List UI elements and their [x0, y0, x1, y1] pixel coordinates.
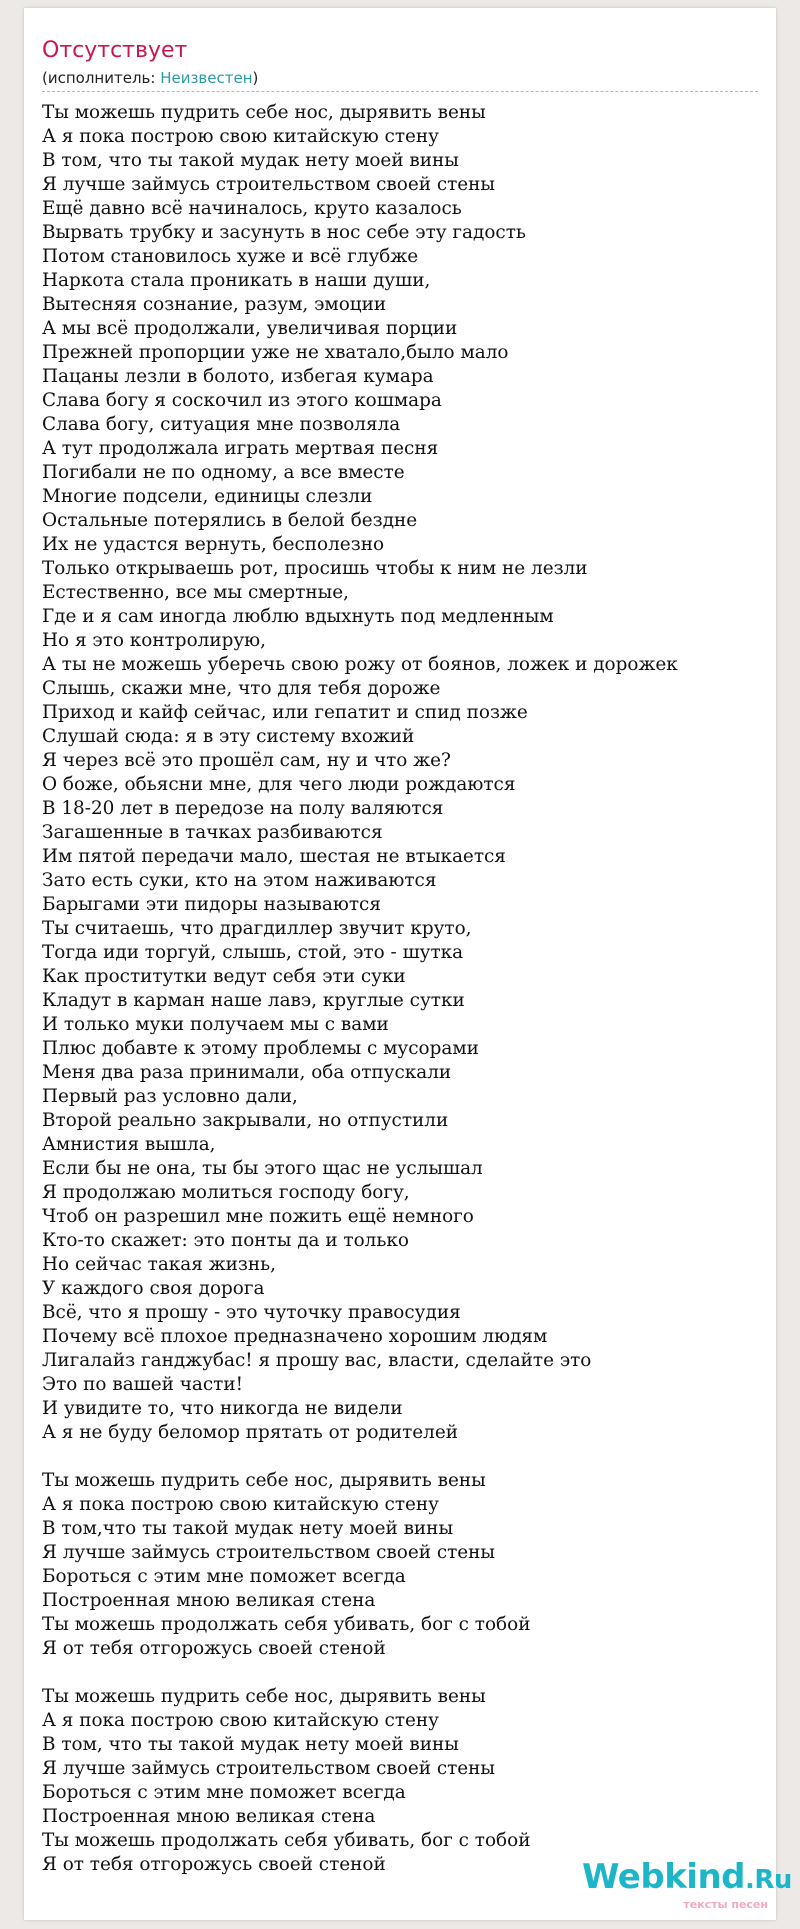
- performer-close: ): [252, 69, 259, 87]
- lyric-line: Как проститутки ведут себя эти суки: [42, 966, 406, 987]
- lyric-line: Ты можешь пудрить себе нос, дырявить вены: [42, 1686, 486, 1707]
- lyric-line: Слава богу я соскочил из этого кошмара: [42, 390, 442, 411]
- lyric-line: Второй реально закрывали, но отпустили: [42, 1110, 449, 1131]
- lyric-line: Чтоб он разрешил мне пожить ещё немного: [42, 1206, 474, 1227]
- lyric-line: Остальные потерялись в белой бездне: [42, 510, 418, 531]
- lyric-line: Лигалайз ганджубас! я прошу вас, власти, сделайте это: [42, 1350, 592, 1371]
- lyric-line: А ты не можешь уберечь свою рожу от боянов, ложек и дорожек: [42, 654, 678, 675]
- lyric-line: Им пятой передачи мало, шестая не втыкается: [42, 846, 506, 867]
- lyric-line: Зато есть суки, кто на этом наживаются: [42, 870, 437, 891]
- lyric-line: А я не буду беломор прятать от родителей: [42, 1422, 458, 1443]
- lyric-line: Построенная мною великая стена: [42, 1806, 376, 1827]
- lyric-line: Я продолжаю молиться господу богу,: [42, 1182, 410, 1203]
- lyric-line: Я от тебя отгорожусь своей стеной: [42, 1638, 386, 1659]
- lyric-line: Кладут в карман наше лавэ, круглые сутки: [42, 990, 465, 1011]
- lyric-line: Я лучше займусь строительством своей стены: [42, 174, 496, 195]
- lyric-line: Я через всё это прошёл сам, ну и что же?: [42, 750, 451, 771]
- lyric-line: Вытесняя сознание, разум, эмоции: [42, 294, 387, 315]
- lyrics-text: [42, 101, 762, 1877]
- lyric-line: Первый раз условно дали,: [42, 1086, 298, 1107]
- logo-tagline: тексты песен: [683, 1898, 768, 1911]
- lyric-line: Ты можешь продолжать себя убивать, бог с тобой: [42, 1830, 531, 1851]
- lyric-line: Слушай сюда: я в эту систему вхожий: [42, 726, 415, 747]
- lyric-line: Я лучше займусь строительством своей стены: [42, 1542, 496, 1563]
- lyric-line: Бороться с этим мне поможет всегда: [42, 1566, 406, 1587]
- lyric-line: Бороться с этим мне поможет всегда: [42, 1782, 406, 1803]
- lyric-line: И увидите то, что никогда не видели: [42, 1398, 403, 1419]
- lyric-line: Загашенные в тачках разбиваются: [42, 822, 383, 843]
- lyric-line: В том, что ты такой мудак нету моей вины: [42, 150, 459, 171]
- lyric-line: О боже, обьясни мне, для чего люди рождаются: [42, 774, 516, 795]
- lyric-line: Прежней пропорции уже не хватало,было мало: [42, 342, 509, 363]
- lyric-line: Наркота стала проникать в наши души,: [42, 270, 431, 291]
- lyric-line: Только открываешь рот, просишь чтобы к ним не лезли: [42, 558, 588, 579]
- lyric-line: Слышь, скажи мне, что для тебя дороже: [42, 678, 441, 699]
- song-title: Отсутствует: [42, 38, 188, 63]
- lyric-line: Если бы не она, ты бы этого щас не услышал: [42, 1158, 483, 1179]
- lyric-line: Тогда иди торгуй, слышь, стой, это - шутка: [42, 942, 464, 963]
- lyric-line: Плюс добавте к этому проблемы с мусорами: [42, 1038, 479, 1059]
- lyric-line: [42, 1445, 762, 1469]
- dashed-divider: [42, 91, 758, 92]
- lyric-line: Ты считаешь, что драгдиллер звучит круто,: [42, 918, 472, 939]
- lyric-line: Ты можешь пудрить себе нос, дырявить вены: [42, 102, 486, 123]
- lyric-line: Приход и кайф сейчас, или гепатит и спид позже: [42, 702, 528, 723]
- lyric-line: Ты можешь продолжать себя убивать, бог с тобой: [42, 1614, 531, 1635]
- lyric-line: Я лучше займусь строительством своей стены: [42, 1758, 496, 1779]
- logo-tld: .Ru: [745, 1865, 792, 1895]
- lyric-line: Это по вашей части!: [42, 1374, 243, 1395]
- lyric-line: Ты можешь пудрить себе нос, дырявить вены: [42, 1470, 486, 1491]
- lyric-line: А я пока построю свою китайскую стену: [42, 126, 439, 147]
- performer-link[interactable]: Неизвестен: [160, 69, 253, 87]
- performer-line: [42, 71, 258, 86]
- lyric-line: Потом становилось хуже и всё глубже: [42, 246, 419, 267]
- lyric-line: Где и я сам иногда люблю вдыхнуть под медленным: [42, 606, 554, 627]
- lyric-line: А я пока построю свою китайскую стену: [42, 1494, 439, 1515]
- lyric-line: Почему всё плохое предназначено хорошим людям: [42, 1326, 548, 1347]
- lyric-line: Я от тебя отгорожусь своей стеной: [42, 1854, 386, 1875]
- lyric-line: И только муки получаем мы с вами: [42, 1014, 389, 1035]
- lyric-line: Вырвать трубку и засунуть в нос себе эту гадость: [42, 222, 526, 243]
- lyric-line: Кто-то скажет: это понты да и только: [42, 1230, 409, 1251]
- lyric-line: Но я это контролирую,: [42, 630, 267, 651]
- lyric-line: А тут продолжала играть мертвая песня: [42, 438, 439, 459]
- lyric-line: Амнистия вышла,: [42, 1134, 216, 1155]
- lyric-line: Ещё давно всё начиналось, круто казалось: [42, 198, 462, 219]
- logo-brand-name: Webkind: [582, 1857, 745, 1897]
- lyric-line: А мы всё продолжали, увеличивая порции: [42, 318, 458, 339]
- lyric-line: Слава богу, ситуация мне позволяла: [42, 414, 401, 435]
- lyric-line: Но сейчас такая жизнь,: [42, 1254, 277, 1275]
- lyric-line: Построенная мною великая стена: [42, 1590, 376, 1611]
- webkind-logo[interactable]: [582, 1857, 792, 1911]
- lyric-line: Всё, что я прошу - это чуточку правосудия: [42, 1302, 461, 1323]
- lyric-line: В том, что ты такой мудак нету моей вины: [42, 1734, 459, 1755]
- lyric-line: Естественно, все мы смертные,: [42, 582, 350, 603]
- logo-brand: [582, 1857, 792, 1897]
- lyric-line: У каждого своя дорога: [42, 1278, 265, 1299]
- lyric-line: Меня два раза принимали, оба отпускали: [42, 1062, 452, 1083]
- lyric-line: Барыгами эти пидоры называются: [42, 894, 381, 915]
- lyric-line: Их не удастся вернуть, бесполезно: [42, 534, 385, 555]
- lyric-line: Многие подсели, единицы слезли: [42, 486, 373, 507]
- lyric-line: Пацаны лезли в болото, избегая кумара: [42, 366, 434, 387]
- lyric-line: В том,что ты такой мудак нету моей вины: [42, 1518, 454, 1539]
- lyric-line: В 18-20 лет в передозе на полу валяются: [42, 798, 444, 819]
- performer-label: (исполнитель:: [42, 69, 161, 87]
- lyric-line: [42, 1661, 762, 1685]
- lyric-line: Погибали не по одному, а все вместе: [42, 462, 405, 483]
- lyric-line: А я пока построю свою китайскую стену: [42, 1710, 439, 1731]
